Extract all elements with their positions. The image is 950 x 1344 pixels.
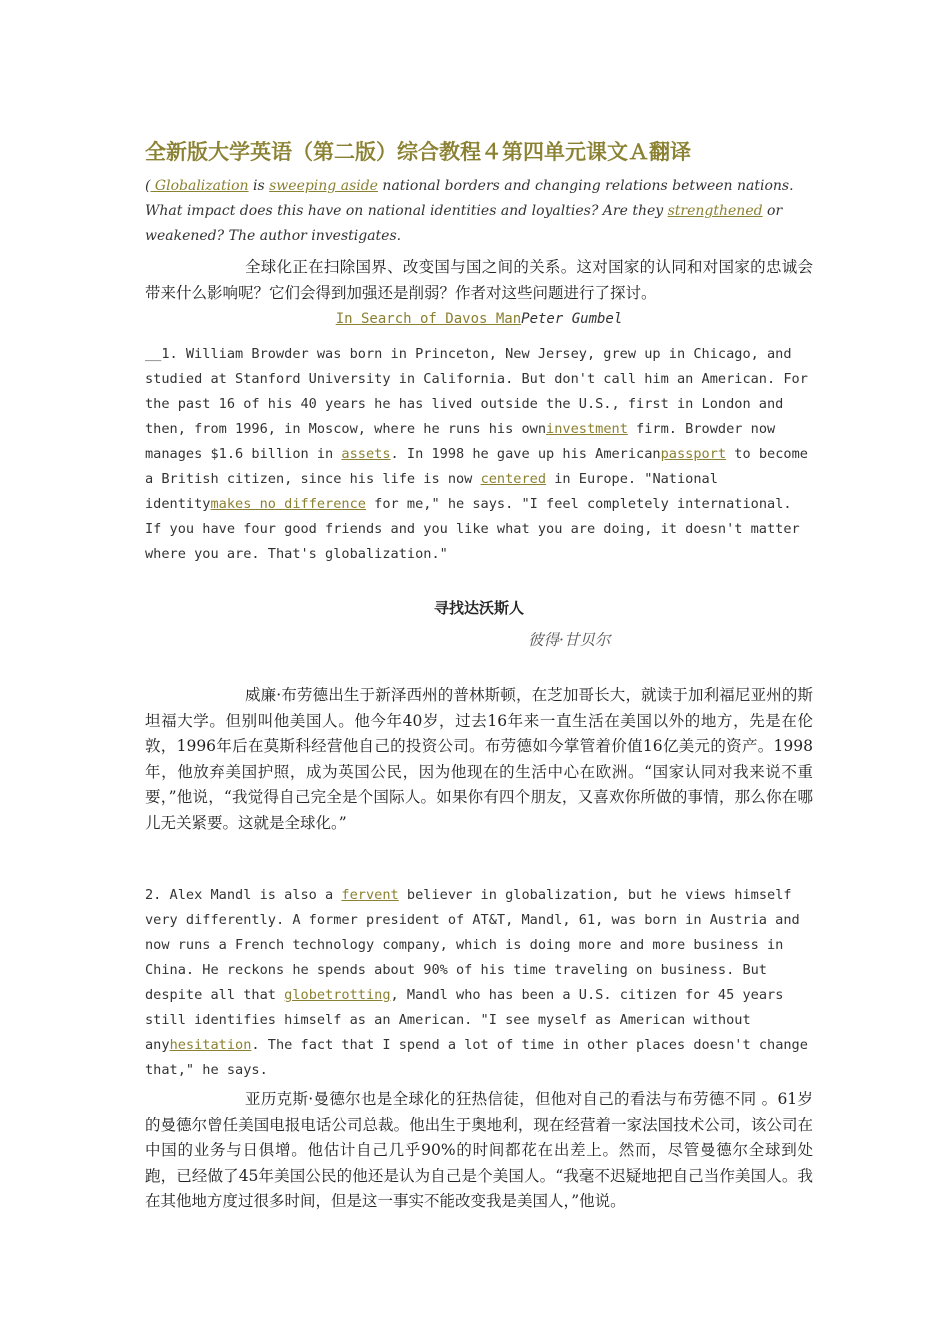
para1-text-4: to become a British citizen, since his life is now <box>145 446 808 487</box>
paragraph-2-translation: 亚历克斯·曼德尔也是全球化的狂热信徒，但他对自己的看法与布劳德不同 。61岁的曼德尔曾任美国电报电话公司总裁。他出生于奥地利，现在经营着一家法国技术公司，该公司在中国的业务与日俱增。他估计自己几乎90%的时间都花在出差上。然而，尽管曼德尔全球到处跑，已经做了45年美国公民的他还是认为自己是个美国人。“我毫不迟疑地把自己当作美国人。我在其他地方度过很多时间，但是这一事实不能改变我是美国人，”他说。 <box>145 1090 813 1210</box>
intro-text-3: or weakened? The author investigates. <box>145 203 783 244</box>
para1-text-2: firm. Browder now manages $1.6 billion in <box>145 421 776 462</box>
link-investment[interactable]: investment <box>546 421 628 437</box>
para2-text-3: , Mandl who has been a U.S. citizen for 45 years still identifies himself as an American. "I see myself as American without any <box>145 987 784 1053</box>
para2-text-2: believer in globalization, but he views himself very differently. A former president of AT&T, Mandl, 61, was born in Austria and now runs a French technology company, which is doing more and more business in China. He reckons he spends about 90% of his time traveling on business. But despite all that <box>145 887 800 1003</box>
link-strengthened[interactable]: strengthened <box>667 203 763 219</box>
paragraph-1 <box>145 342 813 567</box>
article-subtitle <box>145 311 813 327</box>
link-globetrotting[interactable]: globetrotting <box>284 987 391 1003</box>
link-fervent[interactable]: fervent <box>341 887 399 903</box>
para2-text-1: 2. Alex Mandl is also a <box>145 887 342 903</box>
page-title: 全新版大学英语（第二版）综合教程４第四单元课文Ａ翻译 <box>145 140 691 164</box>
intro-text-1: is <box>248 178 270 194</box>
translation-author: 彼得·甘贝尔 <box>528 631 611 649</box>
para1-text-6: for me," he says. "I feel completely international. If you have four good friends and you like what you are doing, it doesn't matter where you are. That's globalization." <box>145 496 800 562</box>
link-hesitation[interactable]: hesitation <box>169 1037 252 1053</box>
link-sweeping-aside[interactable]: sweeping aside <box>269 178 378 194</box>
link-passport[interactable]: passport <box>660 446 727 462</box>
link-centered[interactable]: centered <box>480 471 547 487</box>
link-globalization[interactable]: Globalization <box>150 178 249 194</box>
para1-text-3: . In 1998 he gave up his American <box>390 446 661 462</box>
intro-open: ( <box>145 178 151 194</box>
para1-text-5: in Europe. "National identity <box>145 471 718 512</box>
intro-paragraph <box>145 174 805 249</box>
translation-title: 寻找达沃斯人 <box>433 599 524 617</box>
article-author: Peter Gumbel <box>521 311 623 327</box>
intro-text-2: national borders and changing relations between nations. What impact does this have on national identities and loyalties? Are they <box>145 178 794 219</box>
link-assets[interactable]: assets <box>341 446 391 462</box>
link-article-title[interactable]: In Search of Davos Man <box>335 311 522 327</box>
paragraph-2 <box>145 883 813 1083</box>
intro-translation: 全球化正在扫除国界、改变国与国之间的关系。这对国家的认同和对国家的忠诚会带来什么影响呢？它们会得到加强还是削弱？作者对这些问题进行了探讨。 <box>145 258 813 302</box>
para2-text-4: . The fact that I spend a lot of time in other places doesn't change that," he says. <box>145 1037 808 1078</box>
paragraph-1-translation: 威廉·布劳德出生于新泽西州的普林斯顿，在芝加哥长大，就读于加利福尼亚州的斯坦福大学。但别叫他美国人。他今年40岁，过去16年来一直生活在美国以外的地方，先是在伦敦，1996年后在莫斯科经营他自己的投资公司。布劳德如今掌管着价值16亿美元的资产。1998年，他放弃美国护照，成为英国公民，因为他现在的生活中心在欧洲。“国家认同对我来说不重要，”他说，“我觉得自己完全是个国际人。如果你有四个朋友，又喜欢你所做的事情，那么你在哪儿无关紧要。这就是全球化。” <box>145 686 813 832</box>
link-makes-no-difference[interactable]: makes no difference <box>210 496 366 512</box>
para1-text-1: __1. William Browder was born in Princeton, New Jersey, grew up in Chicago, and studied at Stanford University in California. But don't call him an American. For the past 16 of his 40 years he has lived outside the U.S., first in London and then, from 1996, in Moscow, where he runs his own <box>145 346 808 437</box>
